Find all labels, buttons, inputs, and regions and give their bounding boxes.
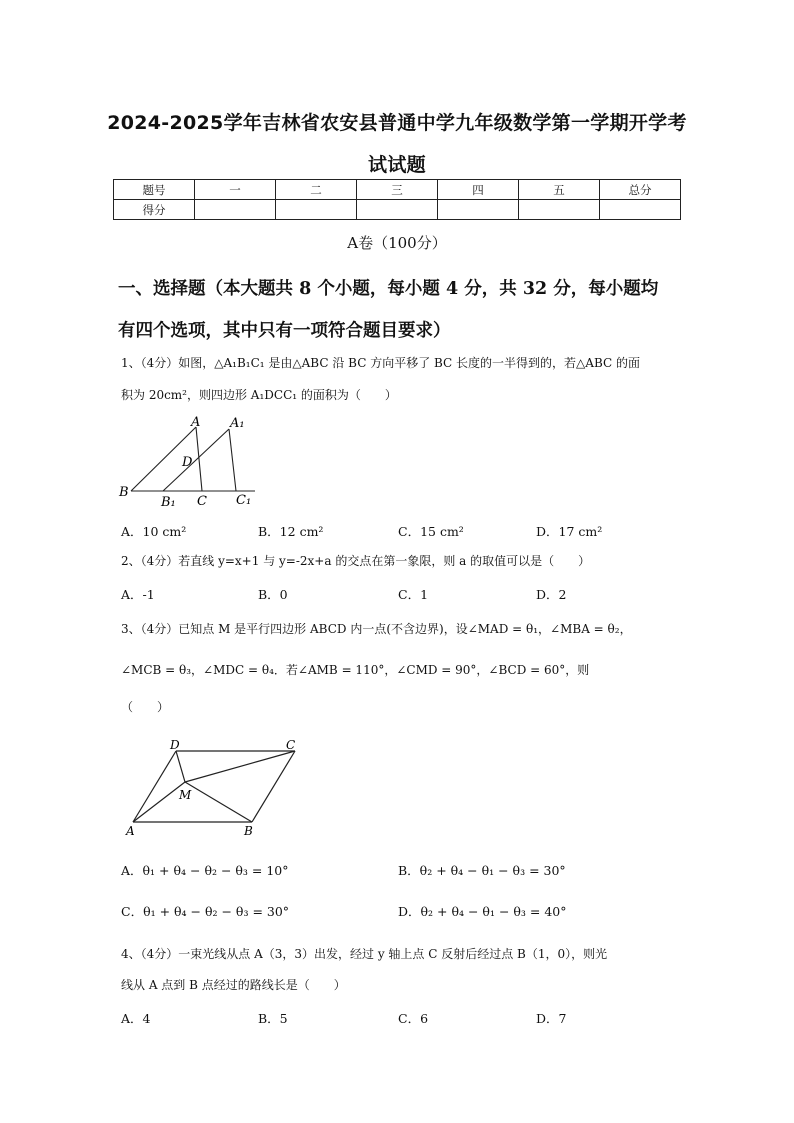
q2-option-a[interactable]: A．-1 (121, 587, 155, 602)
q1-triangle-figure (118, 412, 258, 508)
segment-MB (185, 782, 252, 822)
q3-text-line2: ∠MCB = θ₃，∠MDC = θ₄．若∠AMB = 110°，∠CMD = 90°，∠BCD = 60°，则 (121, 663, 590, 677)
score-cell[interactable] (357, 200, 438, 220)
label-A: A (126, 824, 135, 838)
q2-option-c[interactable]: C．1 (398, 587, 429, 602)
part1-heading-line2: 有四个选项，其中只有一项符合题目要求） (118, 321, 451, 341)
score-header-cell: 题号 (114, 180, 195, 200)
q1-option-c[interactable]: C．15 cm² (398, 524, 464, 539)
q4-text-line2: 线从 A 点到 B 点经过的路线长是（ ） (121, 978, 346, 992)
score-cell[interactable] (438, 200, 519, 220)
label-C1: C₁ (236, 493, 252, 508)
score-header-cell: 二 (276, 180, 357, 200)
segment-A1C1 (229, 429, 236, 491)
label-D: D (182, 455, 193, 470)
page-title-line2: 试试题 (368, 154, 426, 176)
score-header-cell: 总分 (600, 180, 681, 200)
q2-option-b[interactable]: B．0 (258, 587, 288, 602)
score-cell[interactable] (195, 200, 276, 220)
page-title-line1: 2024-2025学年吉林省农安县普通中学九年级数学第一学期开学考 (107, 112, 687, 134)
score-header-cell: 一 (195, 180, 276, 200)
q3-option-d[interactable]: D．θ₂ + θ₄ − θ₁ − θ₃ = 40° (398, 904, 567, 919)
q3-text-line1: 3、（4分）已知点 M 是平行四边形 ABCD 内一点(不含边界)，设∠MAD = θ₁，∠MBA = θ₂， (121, 622, 632, 636)
score-cell[interactable] (600, 200, 681, 220)
label-A1: A₁ (230, 416, 245, 431)
section-title: A卷（100分） (347, 234, 447, 252)
label-B1: B₁ (161, 495, 176, 508)
q4-option-c[interactable]: C．6 (398, 1011, 429, 1026)
segment-MA (133, 782, 185, 822)
label-B: B (119, 485, 129, 500)
segment-DA (133, 751, 176, 822)
q3-parallelogram-figure (124, 734, 306, 838)
part1-heading-line1: 一、选择题（本大题共 8 个小题，每小题 4 分，共 32 分，每小题均 (118, 279, 659, 299)
q1-option-a[interactable]: A．10 cm² (121, 524, 187, 539)
q1-text-line1: 1、（4分）如图，△A₁B₁C₁ 是由△ABC 沿 BC 方向平移了 BC 长度的一半得到的，若△ABC 的面 (121, 356, 640, 370)
q4-option-a[interactable]: A．4 (121, 1011, 151, 1026)
q1-option-b[interactable]: B．12 cm² (258, 524, 324, 539)
label-M: M (179, 788, 192, 802)
score-header-cell: 四 (438, 180, 519, 200)
q3-option-a[interactable]: A．θ₁ + θ₄ − θ₂ − θ₃ = 10° (121, 863, 289, 878)
segment-MD (176, 751, 185, 782)
score-cell[interactable] (519, 200, 600, 220)
q1-option-d[interactable]: D．17 cm² (536, 524, 603, 539)
label-C: C (197, 494, 207, 508)
q4-option-d[interactable]: D．7 (536, 1011, 567, 1026)
label-D: D (170, 738, 180, 752)
label-C: C (286, 738, 296, 752)
score-cell[interactable] (276, 200, 357, 220)
score-table-header-row (114, 180, 681, 200)
score-table (113, 179, 681, 220)
label-B: B (244, 824, 253, 838)
q1-text-line2: 积为 20cm²，则四边形 A₁DCC₁ 的面积为（ ） (121, 388, 397, 402)
segment-B1A1 (163, 429, 229, 491)
score-header-cell: 三 (357, 180, 438, 200)
q2-text-line1: 2、（4分）若直线 y=x+1 与 y=-2x+a 的交点在第一象限，则 a 的取值可以是（ ） (121, 554, 591, 568)
score-header-cell: 五 (519, 180, 600, 200)
label-A: A (191, 415, 201, 430)
q3-text-line3: （ ） (121, 700, 170, 714)
q4-option-b[interactable]: B．5 (258, 1011, 288, 1026)
q3-option-c[interactable]: C．θ₁ + θ₄ − θ₂ − θ₃ = 30° (121, 904, 290, 919)
score-table-score-row (114, 200, 681, 220)
q2-option-d[interactable]: D．2 (536, 587, 567, 602)
q3-option-b[interactable]: B．θ₂ + θ₄ − θ₁ − θ₃ = 30° (398, 863, 566, 878)
q4-text-line1: 4、（4分）一束光线从点 A（3，3）出发，经过 y 轴上点 C 反射后经过点 B（1，0），则光 (121, 947, 608, 961)
score-row-label: 得分 (114, 200, 195, 220)
